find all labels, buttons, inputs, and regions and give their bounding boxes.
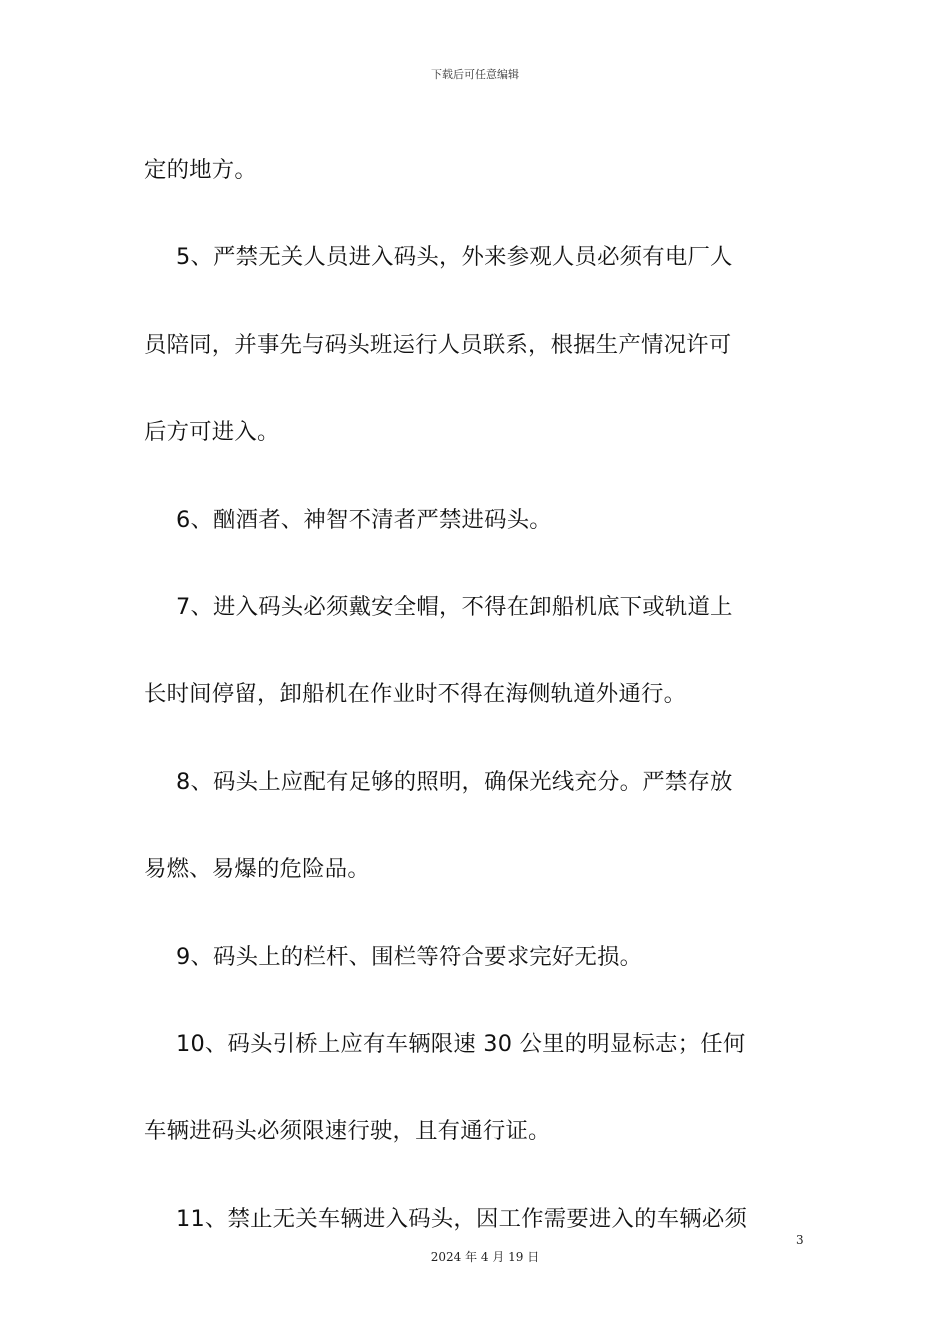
text-line: 8、码头上应配有足够的照明，确保光线充分。严禁存放: [176, 768, 733, 795]
text-line: 定的地方。: [144, 157, 257, 183]
text-line: 5、严禁无关人员进入码头，外来参观人员必须有电厂人: [176, 244, 733, 271]
text-line: 7、进入码头必须戴安全帽，不得在卸船机底下或轨道上: [176, 594, 733, 621]
text-line: 易燃、易爆的危险品。: [144, 856, 370, 883]
text-line: 6、酗酒者、神智不清者严禁进码头。: [176, 506, 552, 533]
text-line: 9、码头上的栏杆、围栏等符合要求完好无损。: [176, 943, 643, 970]
text-line: 员陪同，并事先与码头班运行人员联系，根据生产情况许可: [144, 331, 732, 358]
text-line: 10、码头引桥上应有车辆限速 30 公里的明显标志；任何: [176, 1031, 746, 1058]
text-line: 车辆进码头必须限速行驶，且有通行证。: [144, 1118, 551, 1145]
footer-date: 2024 年 4 月 19 日: [430, 1250, 540, 1264]
text-line: 后方可进入。: [144, 419, 280, 446]
text-line: 长时间停留，卸船机在作业时不得在海侧轨道外通行。: [144, 681, 687, 708]
page-header: 下载后可任意编辑: [431, 68, 519, 81]
text-line: 11、禁止无关车辆进入码头，因工作需要进入的车辆必须: [176, 1205, 748, 1232]
page-number: 3: [796, 1233, 804, 1247]
document-body: [144, 127, 804, 1263]
